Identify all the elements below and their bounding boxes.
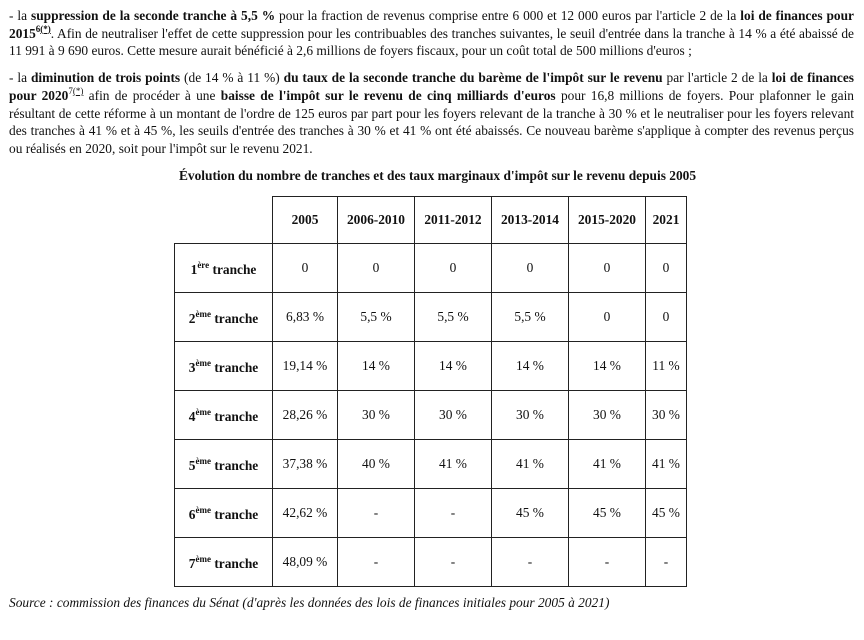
row-header: 5ème tranche: [175, 439, 273, 488]
tax-brackets-table: [174, 196, 687, 587]
column-header: 2006-2010: [338, 197, 415, 244]
table-cell: 41 %: [569, 439, 646, 488]
table-cell: -: [569, 537, 646, 586]
table-cell: 45 %: [646, 488, 687, 537]
table-cell: 0: [646, 243, 687, 292]
footnote-ref-6[interactable]: 6(*): [35, 23, 51, 34]
table-cell: -: [415, 488, 492, 537]
table-cell: 0: [338, 243, 415, 292]
bold-taux-seconde-tranche: du taux de la seconde tranche du barème de l'impôt sur le revenu: [283, 70, 663, 86]
table-row: [175, 390, 687, 439]
bold-lfi-2015: loi de finances pour 2015$^{6(*)}$: [9, 8, 854, 41]
row-header: 6ème tranche: [175, 488, 273, 537]
table-row: [175, 488, 687, 537]
row-header: 2ème tranche: [175, 292, 273, 341]
footnote-link-7[interactable]: (*): [72, 85, 84, 96]
table-header-row: [175, 197, 687, 244]
table-cell: 41 %: [646, 439, 687, 488]
column-header: 2013-2014: [492, 197, 569, 244]
table-cell: 30 %: [569, 390, 646, 439]
table-cell: 19,14 %: [273, 341, 338, 390]
table-cell: 11 %: [646, 341, 687, 390]
footnote-ref-7[interactable]: 7(*): [68, 85, 84, 96]
bold-baisse-impot: baisse de l'impôt sur le revenu de cinq milliards d'euros: [220, 87, 556, 103]
table-cell: -: [646, 537, 687, 586]
table-cell: 30 %: [492, 390, 569, 439]
table-cell: -: [492, 537, 569, 586]
table-cell: -: [338, 537, 415, 586]
table-title: Évolution du nombre de tranches et des taux marginaux d'impôt sur le revenu depuis 2005: [178, 167, 697, 183]
row-header: 3ème tranche: [175, 341, 273, 390]
table-row: [175, 243, 687, 292]
table-corner-cell: [175, 197, 273, 244]
table-cell: 45 %: [492, 488, 569, 537]
table-cell: 28,26 %: [273, 390, 338, 439]
table-row: [175, 537, 687, 586]
table-cell: 0: [646, 292, 687, 341]
footnote-link-6[interactable]: (*): [40, 23, 51, 34]
table-cell: 40 %: [338, 439, 415, 488]
row-header: 1ère tranche: [175, 243, 273, 292]
table-cell: 14 %: [338, 341, 415, 390]
table-cell: 30 %: [646, 390, 687, 439]
table-cell: 5,5 %: [338, 292, 415, 341]
source-note: Source : commission des finances du Sénat (d'après les données des lois de finances initiales pour 2005 à 2021): [9, 594, 610, 610]
table-cell: 5,5 %: [492, 292, 569, 341]
table-cell: -: [415, 537, 492, 586]
table-cell: 30 %: [415, 390, 492, 439]
table-row: [175, 341, 687, 390]
bold-diminution: diminution de trois points: [30, 70, 181, 86]
table-cell: 0: [569, 243, 646, 292]
table-row: [175, 439, 687, 488]
table-cell: 30 %: [338, 390, 415, 439]
table-cell: 5,5 %: [415, 292, 492, 341]
table-cell: 6,83 %: [273, 292, 338, 341]
table-cell: 0: [273, 243, 338, 292]
column-header: 2011-2012: [415, 197, 492, 244]
table-cell: 14 %: [492, 341, 569, 390]
table-cell: 37,38 %: [273, 439, 338, 488]
table-cell: 0: [492, 243, 569, 292]
column-header: 2021: [646, 197, 687, 244]
table-cell: 48,09 %: [273, 537, 338, 586]
row-header: 7ème tranche: [175, 537, 273, 586]
column-header: 2015-2020: [569, 197, 646, 244]
table-row: [175, 292, 687, 341]
paragraph-diminution-taux: - la diminution de trois points (de 14 % à 11 %) du taux de la seconde tranche du barème de l'impôt sur le revenu par l'article 2 de la loi de finances pour 2020$^{7(*)}$ afin de procéder à une baisse de l'impôt sur le revenu de cinq milliards d'euros pour 16,8 millions de foyers. Pour plafonner le gain résultant de cette réforme à un montant de l'ordre de 125 euros par part pour les foyers relevant de la tranche à 30 % et le neutraliser pour les foyers relevant des tranches à 41 % et à 45 %, les seuils d'entrée des tranches à 30 % et 41 % ont été abaissés. Ce nouveau barème s'applique à compter des revenus perçus ou réalisés en 2020, soit pour l'impôt sur le revenu 2021.: [9, 70, 855, 156]
table-cell: 42,62 %: [273, 488, 338, 537]
table-cell: 41 %: [492, 439, 569, 488]
table-cell: 41 %: [415, 439, 492, 488]
row-header: 4ème tranche: [175, 390, 273, 439]
table-cell: 0: [415, 243, 492, 292]
table-cell: 0: [569, 292, 646, 341]
table-cell: 14 %: [415, 341, 492, 390]
paragraph-suppression-tranche: - la suppression de la seconde tranche à 5,5 % pour la fraction de revenus comprise entre 6 000 et 12 000 euros par l'article 2 de la loi de finances pour 2015$^{6(*)}$. Afin de neutraliser l'effet de cette suppression pour les contribuables des tranches suivantes, le seuil d'entrée dans la tranche à 14 % a été abaissé de 11 991 à 9 690 euros. Cette mesure aurait bénéficié à 2,6 millions de foyers fiscaux, pour un coût total de 500 millions d'euros ;: [9, 8, 854, 59]
table-cell: 14 %: [569, 341, 646, 390]
table-cell: 45 %: [569, 488, 646, 537]
column-header: 2005: [273, 197, 338, 244]
table-cell: -: [338, 488, 415, 537]
bold-suppression: suppression de la seconde tranche à 5,5 %: [30, 8, 276, 23]
bold-lfi-2020: loi de finances pour 2020$^{7(*)}$: [9, 70, 855, 103]
